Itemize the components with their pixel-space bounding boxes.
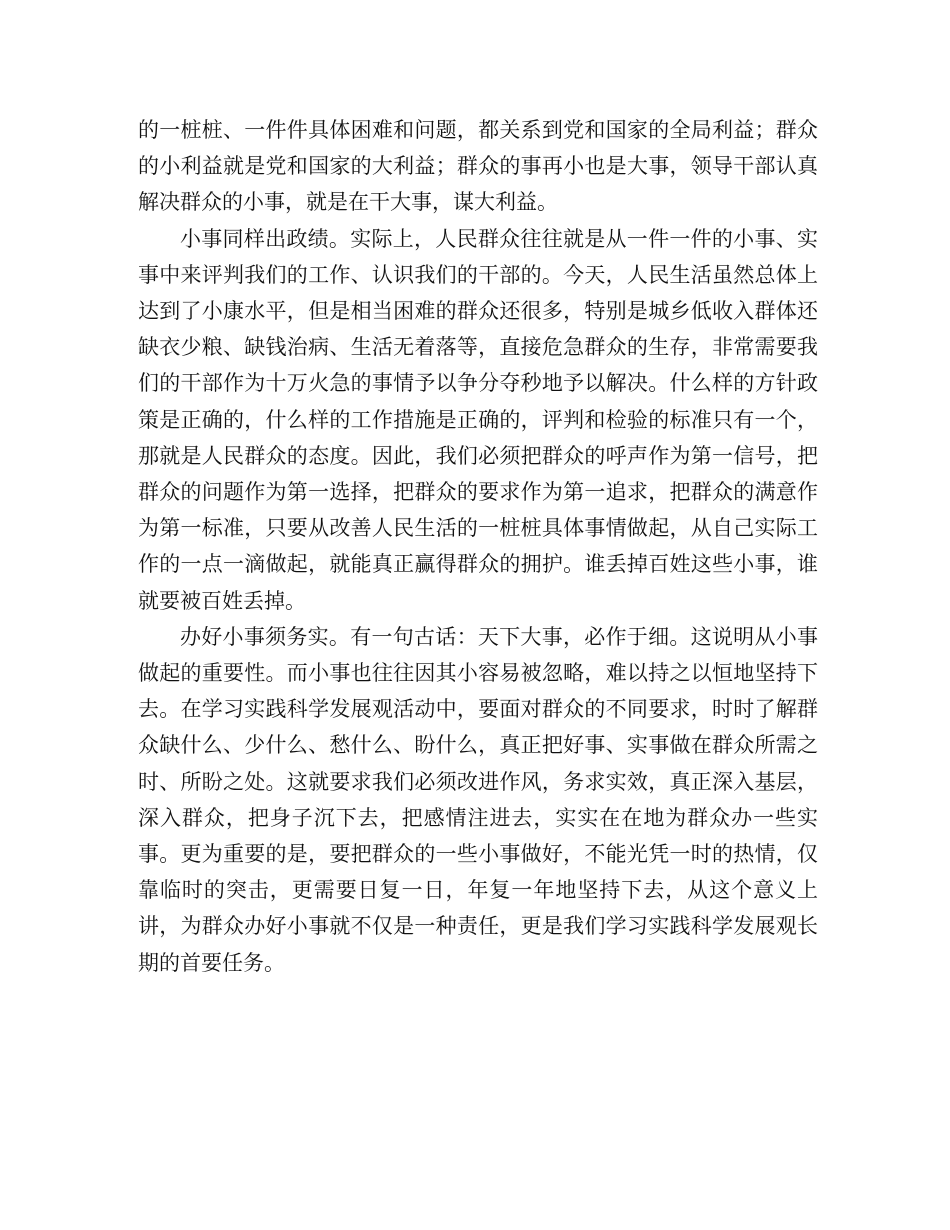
paragraph-1: 的一桩桩、一件件具体困难和问题，都关系到党和国家的全局利益；群众的小利益就是党和国家的大利益；群众的事再小也是大事，领导干部认真解决群众的小事，就是在干大事，谋大利益。 [138,118,818,215]
paragraph-3: 办好小事须务实。有一句古话：天下大事，必作于细。这说明从小事做起的重要性。而小事也往往因其小容易被忽略，难以持之以恒地坚持下去。在学习实践科学发展观活动中，要面对群众的不同要求，时时了解群众缺什么、少什么、愁什么、盼什么，真正把好事、实事做在群众所需之时、所盼之处。这就要求我们必须改进作风，务求实效，真正深入基层，深入群众，把身子沉下去，把感情注进去，实实在在地为群众办一些实事。更为重要的是，要把群众的一些小事做好，不能光凭一时的热情，仅靠临时的突击，更需要日复一日，年复一年地坚持下去，从这个意义上讲，为群众办好小事就不仅是一种责任，更是我们学习实践科学发展观长期的首要任务。 [138,624,818,975]
document-body [138,112,818,981]
paragraph-2: 小事同样出政绩。实际上，人民群众往往就是从一件一件的小事、实事中来评判我们的工作、认识我们的干部的。今天，人民生活虽然总体上达到了小康水平，但是相当困难的群众还很多，特别是城乡低收入群体还缺衣少粮、缺钱治病、生活无着落等，直接危急群众的生存，非常需要我们的干部作为十万火急的事情予以争分夺秒地予以解决。什么样的方针政策是正确的，什么样的工作措施是正确的，评判和检验的标准只有一个，那就是人民群众的态度。因此，我们必须把群众的呼声作为第一信号，把群众的问题作为第一选择，把群众的要求作为第一追求，把群众的满意作为第一标准，只要从改善人民生活的一桩桩具体事情做起，从自己实际工作的一点一滴做起，就能真正赢得群众的拥护。谁丢掉百姓这些小事，谁就要被百姓丢掉。 [138,226,818,613]
